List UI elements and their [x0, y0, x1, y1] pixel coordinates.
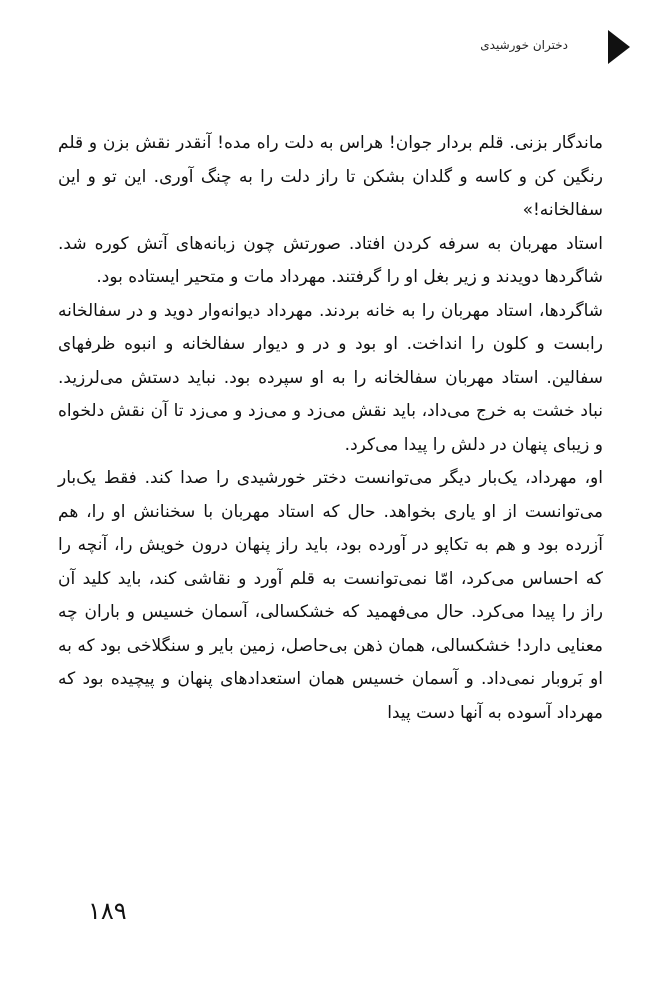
page-number: ۱۸۹	[88, 897, 127, 925]
header-triangle-marker-icon	[608, 30, 630, 64]
page-body	[58, 127, 603, 730]
paragraph-4: او، مهرداد، یک‌بار دیگر می‌توانست دختر خورشیدی را صدا کند. فقط یک‌بار می‌توانست از او یاری بخواهد. حال که استاد مهربان با سخنانش او را، هم آزرده بود و هم به تکاپو در آورده بود، باید راز پنهان درون خویش را، آنچه را که احساس می‌کرد، امّا نمی‌توانست به قلم آورد و نقاشی کند، باید کلید آن راز را پیدا می‌کرد. حال می‌فهمید که خشکسالی، آسمان خسیس و باران چه معنایی دارد! خشکسالی، همان ذهن بی‌حاصل، زمین بایر و سنگلاخی بود که به او بَروبار نمی‌داد. و آسمان خسیس همان استعدادهای پنهان و پیچیده بود که مهرداد آسوده به آنها دست پیدا	[58, 468, 603, 723]
paragraph-2: استاد مهربان به سرفه کردن افتاد. صورتش چون زبانه‌های آتش کوره شد. شاگردها دویدند و زیر بغل او را گرفتند. مهرداد مات و متحیر ایستاده بود.	[58, 233, 603, 287]
paragraph-3: شاگردها، استاد مهربان را به خانه بردند. مهرداد دیوانه‌وار دوید و در سفالخانه رابست و کلون را انداخت. او بود و در و دیوار سفالخانه و انبوه ظرفهای سفالین. استاد مهربان سفالخانه را به او سپرده بود. نباید دستش می‌لرزید. نباد خشت به خرج می‌داد، باید نقش می‌زد و می‌زد و می‌زد تا آن نقش دلخواه و زیبای پنهان در دلش را پیدا می‌کرد.	[58, 300, 603, 455]
paragraph-1: ماندگار بزنی. قلم بردار جوان! هراس به دلت راه مده! آنقدر نقش بزن و قلم رنگین کن و کاسه و گلدان بشکن تا راز دلت را به چنگ آوری. این تو و این سفالخانه!»	[58, 133, 603, 220]
book-title: دختران خورشیدی	[480, 38, 568, 52]
running-header	[40, 28, 568, 68]
